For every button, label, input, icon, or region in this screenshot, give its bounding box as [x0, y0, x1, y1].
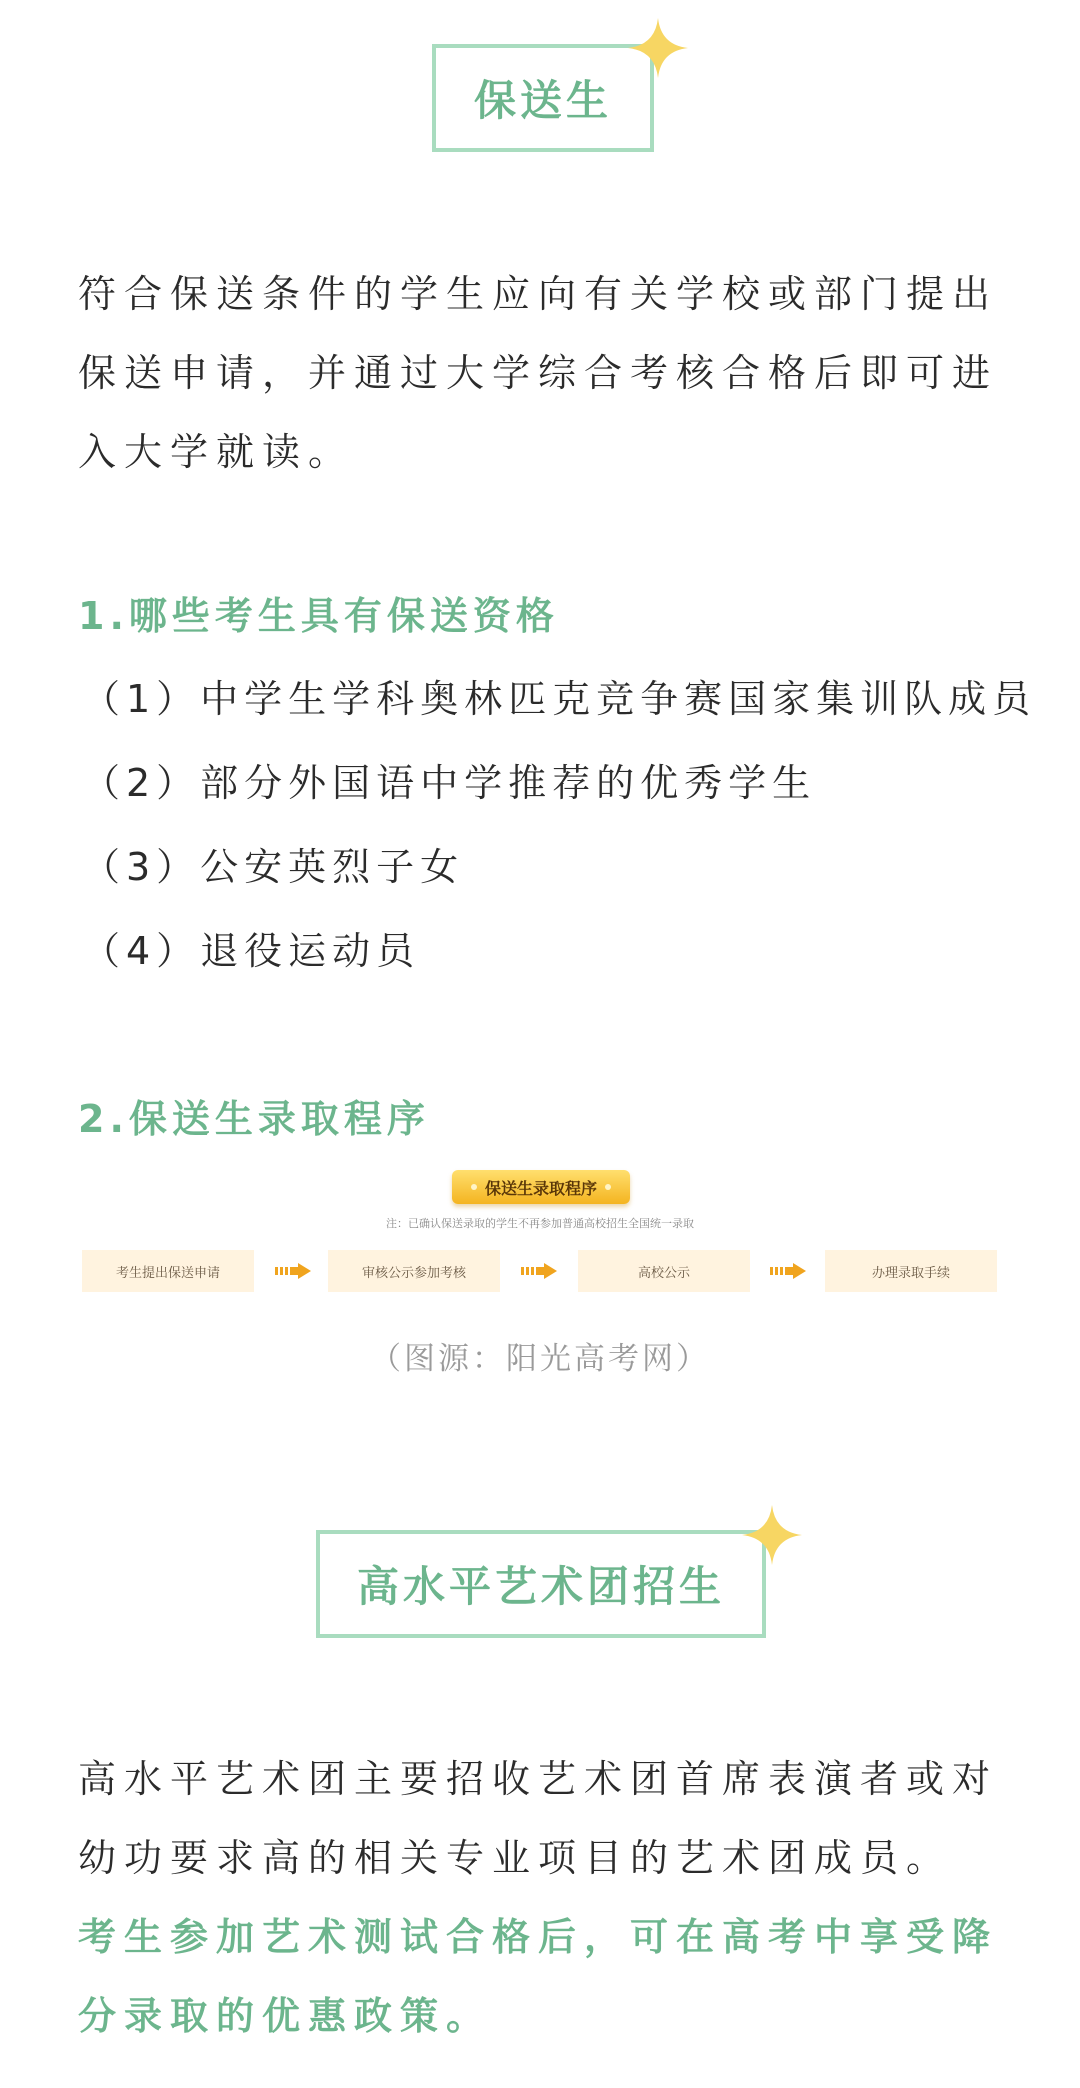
arrow-right-icon	[521, 1263, 557, 1279]
arrow-right-icon	[275, 1263, 311, 1279]
arrow-right-icon	[770, 1263, 806, 1279]
list-item: （4）退役运动员	[82, 929, 421, 973]
section-title-box-art-troupe	[316, 1530, 766, 1638]
flow-step: 审核公示参加考核	[328, 1250, 500, 1292]
highlighted-text: 考生参加艺术测试合格后，可在高考中享受降分录取的优惠政策。	[78, 1915, 999, 2038]
flow-step: 高校公示	[578, 1250, 750, 1292]
paragraph-text: 高水平艺术团主要招收艺术团首席表演者或对幼功要求高的相关专业项目的艺术团成员。	[78, 1757, 999, 1880]
list-item: （1）中学生学科奥林匹克竞争赛国家集训队成员	[82, 677, 1037, 721]
list-item: （3）公安英烈子女	[82, 845, 465, 889]
list-item: （2）部分外国语中学推荐的优秀学生	[82, 761, 817, 805]
section-title-box-baosong	[432, 44, 654, 152]
subheading-eligibility: 1.哪些考生具有保送资格	[78, 594, 559, 638]
flow-step: 办理录取手续	[825, 1250, 997, 1292]
subheading-admission-process: 2.保送生录取程序	[78, 1097, 430, 1141]
flow-chart-title: 保送生录取程序	[452, 1170, 630, 1204]
intro-paragraph: 符合保送条件的学生应向有关学校或部门提出保送申请，并通过大学综合考核合格后即可进入大学就读。	[78, 272, 999, 474]
sparkle-icon	[742, 1505, 802, 1565]
section-title: 高水平艺术团招生	[356, 1562, 725, 1611]
art-troupe-paragraph	[78, 1740, 998, 2056]
sparkle-icon	[628, 18, 688, 78]
flow-chart-note: 注：已确认保送录取的学生不再参加普通高校招生全国统一录取	[386, 1217, 694, 1230]
flow-step: 考生提出保送申请	[82, 1250, 254, 1292]
image-caption: （图源：阳光高考网）	[370, 1341, 710, 1377]
section-title: 保送生	[473, 76, 612, 125]
